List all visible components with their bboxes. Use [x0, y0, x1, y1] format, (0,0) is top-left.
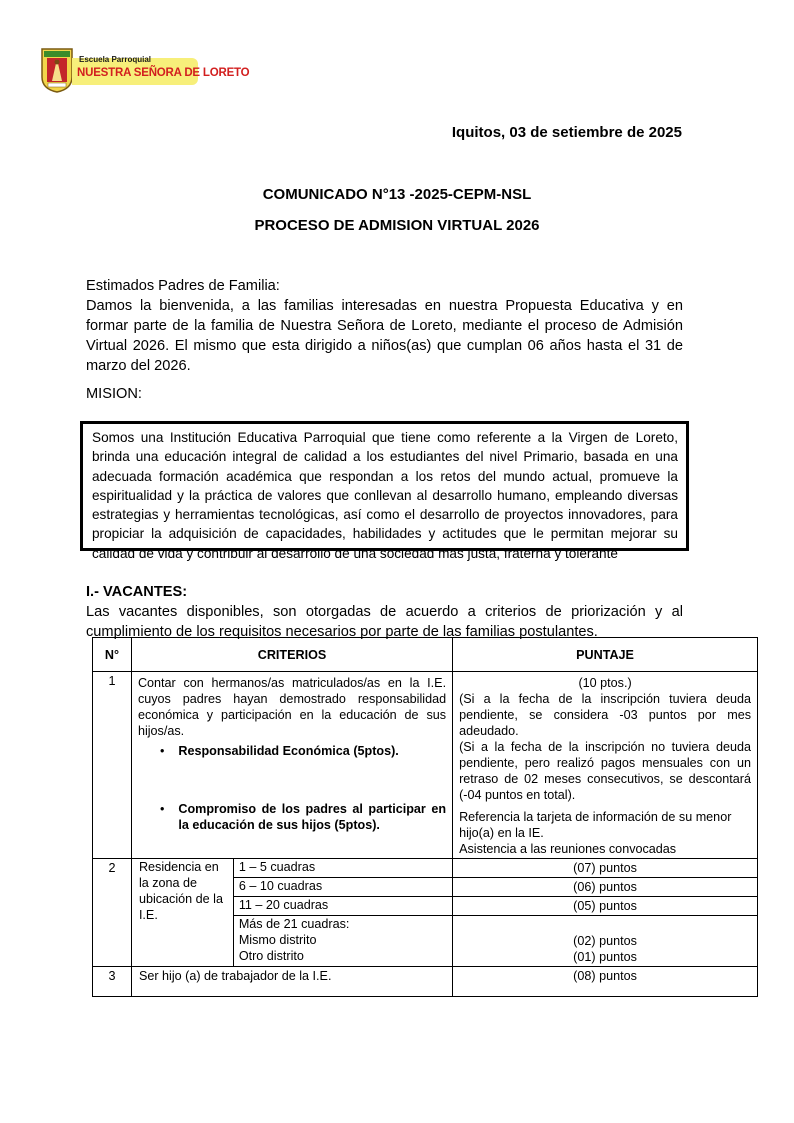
sub-criterio-label: Mismo distrito [238, 933, 317, 947]
sub-criterio-label: 6 – 10 cuadras [233, 878, 452, 897]
criterio-text: Contar con hermanos/as matriculados/as en la I.E. cuyos padres hayan demostrado responsabilidad económica y participación en la educación de sus hijos/as. [137, 676, 447, 738]
intro-section [86, 276, 683, 376]
logo-school-name: NUESTRA SEÑORA DE LORETO [77, 67, 250, 79]
sub-criterio-score: (07) puntos [453, 859, 758, 878]
sub-criterio-label: Otro distrito [238, 949, 304, 963]
puntaje-value: (08) puntos [453, 967, 758, 997]
row-number: 2 [93, 859, 132, 967]
school-crest-logo [40, 47, 74, 93]
puntaje-cell [453, 672, 758, 859]
document-title: COMUNICADO N°13 -2025-CEPM-NSL [262, 186, 532, 203]
header-criterios: CRITERIOS [131, 638, 452, 672]
puntaje-note: (Si a la fecha de la inscripción tuviera deuda pendiente, se considera -03 puntos por mes adeudado. [459, 692, 751, 738]
sub-criterio-score: (06) puntos [453, 878, 758, 897]
puntaje-note: Asistencia a las reuniones convocadas [459, 842, 677, 856]
bullet-dot-icon: • [159, 802, 165, 816]
bullet-item [138, 801, 446, 833]
header-num: N° [93, 638, 132, 672]
bullet-item [138, 743, 446, 759]
sub-criterio-score: (02) puntos [573, 934, 637, 948]
mision-label: MISION: [86, 386, 142, 402]
table-row [93, 967, 758, 997]
table-row [93, 672, 758, 859]
table-header-row [93, 638, 758, 672]
document-subtitle: PROCESO DE ADMISION VIRTUAL 2026 [254, 217, 540, 234]
mision-box [80, 421, 689, 561]
sub-criterio-score: (05) puntos [453, 897, 758, 916]
greeting: Estimados Padres de Familia: [86, 278, 280, 294]
bullet-dot-icon: • [159, 744, 165, 758]
sub-criterio-group [233, 916, 452, 967]
bullet-text: Responsabilidad Económica (5ptos). [178, 744, 399, 758]
logo-school-label: Escuela Parroquial [79, 55, 152, 64]
puntaje-value: (10 ptos.) [578, 676, 632, 690]
criteria-table [92, 637, 758, 997]
sub-criterio-label: 11 – 20 cuadras [233, 897, 452, 916]
criterio-cell [131, 672, 452, 859]
row-number: 1 [93, 672, 132, 859]
sub-criterio-score-group [453, 916, 758, 967]
sub-criterio-label: Más de 21 cuadras: [238, 917, 350, 931]
intro-paragraph: Damos la bienvenida, a las familias interesadas en nuestra Propuesta Educativa y en formar parte de la familia de Nuestra Señora de Loreto, mediante el proceso de Admisión Virtual 2026. El mismo que esta dirigido a niños(as) que cumplan 06 años hasta el 31 de marzo del 2026. [86, 298, 683, 374]
header-puntaje: PUNTAJE [453, 638, 758, 672]
bullet-text: Compromiso de los padres al participar en la educación de sus hijos (5ptos). [178, 802, 447, 832]
vacantes-text: Las vacantes disponibles, son otorgadas de acuerdo a criterios de priorización y al cumplimiento de los requisitos necesarios por parte de las familias postulantes. [86, 604, 683, 640]
puntaje-note: (Si a la fecha de la inscripción no tuviera deuda pendiente, pero realizó pagos mensuales con un retraso de 02 meses consecutivos, se descontará (-04 puntos en total). [459, 740, 751, 802]
table-row [93, 859, 758, 878]
puntaje-note: Referencia la tarjeta de información de su menor hijo(a) en la IE. [459, 810, 732, 840]
criterio-text: Residencia en la zona de ubicación de la I.E. [131, 859, 233, 967]
mision-text: Somos una Institución Educativa Parroquial que tiene como referente a la Virgen de Loreto, brinda una educación integral de calidad a los estudiantes del nivel Primario, basada en una adecuada formación académica que respondan a los retos del mundo actual, promueve la espiritualidad y la práctica de valores que conllevan al desarrollo humano, empleando diversas estrategias y herramientas tecnológicas, así como el desarrollo de proyectos innovadores, para propiciar la adquisición de capacidades, habilidades y actitudes que le permitan mejorar su calidad de vida y contribuir al desarrollo de una sociedad más justa, fraterna y tolerante [92, 430, 678, 561]
document-date: Iquitos, 03 de setiembre de 2025 [451, 124, 682, 141]
vacantes-heading: I.- VACANTES: [86, 584, 188, 600]
criterio-text: Ser hijo (a) de trabajador de la I.E. [131, 967, 452, 997]
sub-criterio-label: 1 – 5 cuadras [233, 859, 452, 878]
sub-criterio-score: (01) puntos [573, 950, 637, 964]
row-number: 3 [93, 967, 132, 997]
